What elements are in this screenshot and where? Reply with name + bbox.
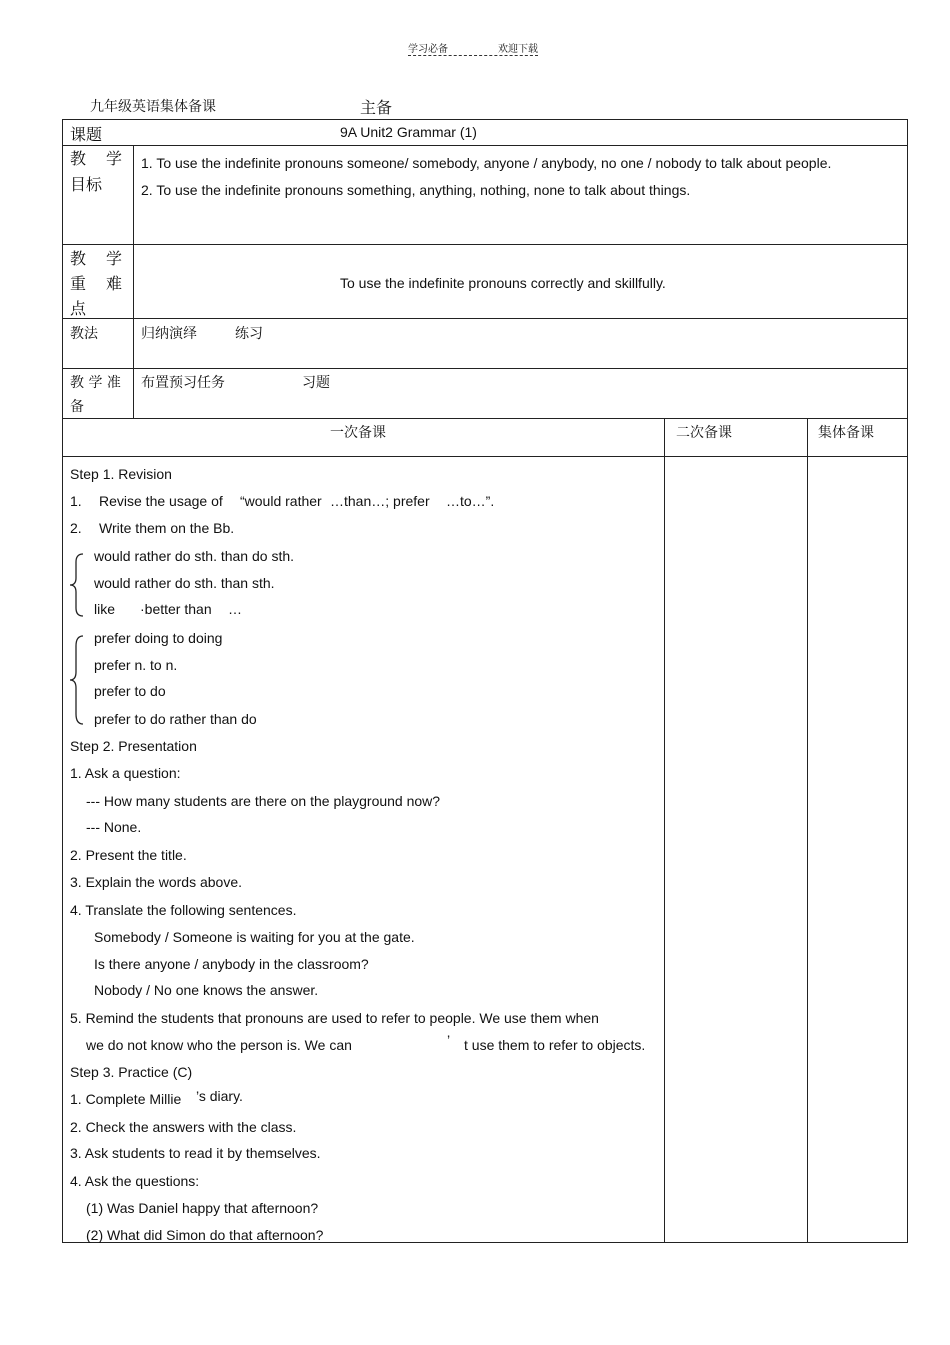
header-right: 欢迎下载: [498, 44, 538, 55]
goal-label-line1: 教 学: [70, 149, 125, 168]
method-value-2: 练习: [235, 326, 263, 342]
column-header-first: 一次备课: [330, 425, 386, 441]
step2-question: --- How many students are there on the playground now?: [86, 793, 441, 809]
topic-label: 课题: [70, 125, 103, 144]
method-value-1: 归纳演绎: [141, 326, 197, 342]
step2-item5-line2-a: we do not know who the person is. We can: [86, 1037, 352, 1053]
group1-line3-c: …: [228, 601, 242, 617]
step1-item1-phrase: “would rather: [240, 493, 322, 509]
method-label: 教法: [70, 326, 98, 342]
step2-item4: 4. Translate the following sentences.: [70, 902, 297, 918]
key-label-line1: 教 学: [70, 249, 125, 268]
step1-item1-text: Revise the usage of: [99, 493, 223, 509]
translate-sentence-2: Is there anyone / anybody in the classroom?: [94, 956, 369, 972]
step2-item5-line2-c: t use them to refer to objects.: [464, 1037, 646, 1053]
step2-item5-line2-b: ’: [447, 1032, 451, 1048]
group1-line1: would rather do sth. than do sth.: [94, 548, 295, 564]
translate-sentence-3: Nobody / No one knows the answer.: [94, 982, 319, 998]
group1-line2: would rather do sth. than sth.: [94, 575, 275, 591]
step1-item2-text: Write them on the Bb.: [99, 520, 235, 536]
column-header-second: 二次备课: [676, 425, 732, 441]
step2-item1: 1. Ask a question:: [70, 765, 181, 781]
prep-label-line1: 教 学 准: [70, 375, 121, 391]
step1-item2-num: 2.: [70, 520, 82, 536]
column-header-third: 集体备课: [818, 425, 874, 441]
step2-item2: 2. Present the title.: [70, 847, 187, 863]
goal-label-line2: 目标: [70, 175, 103, 194]
doc-title-lead: 主备: [360, 98, 393, 117]
goal-1: 1. To use the indefinite pronouns someone/ somebody, anyone / anybody, no one / nobody to talk about people.: [141, 155, 832, 171]
group2-line4: prefer to do rather than do: [94, 711, 257, 727]
goal-2: 2. To use the indefinite pronouns something, anything, nothing, none to talk about things.: [141, 182, 691, 198]
step3-item1-b: ’s diary.: [196, 1088, 243, 1104]
header-divider: [408, 55, 538, 56]
step1-item1-phrase-3: …to…”.: [446, 493, 495, 509]
step1-heading: Step 1. Revision: [70, 466, 172, 482]
step3-item2: 2. Check the answers with the class.: [70, 1119, 297, 1135]
step2-heading: Step 2. Presentation: [70, 738, 197, 754]
step2-item5-line1: 5. Remind the students that pronouns are used to refer to people. We use them when: [70, 1010, 599, 1026]
key-label-line3: 点: [70, 299, 87, 318]
step3-item4: 4. Ask the questions:: [70, 1173, 200, 1189]
question-2: (2) What did Simon do that afternoon?: [86, 1227, 324, 1243]
step2-item3: 3. Explain the words above.: [70, 874, 242, 890]
topic-value: 9A Unit2 Grammar (1): [340, 124, 477, 140]
prep-value-2: 习题: [302, 375, 330, 391]
translate-sentence-1: Somebody / Someone is waiting for you at the gate.: [94, 929, 415, 945]
step1-item1-phrase-2: …than…; prefer: [330, 493, 430, 509]
prep-value-1: 布置预习任务: [141, 375, 225, 391]
key-label-line2: 重 难: [70, 274, 125, 293]
group1-line3-b: ·better than: [140, 601, 212, 617]
step2-answer: --- None.: [86, 819, 142, 835]
group2-line3: prefer to do: [94, 683, 166, 699]
doc-title: 九年级英语集体备课: [90, 99, 216, 115]
question-1: (1) Was Daniel happy that afternoon?: [86, 1200, 319, 1216]
group2-line1: prefer doing to doing: [94, 630, 223, 646]
key-value: To use the indefinite pronouns correctly and skillfully.: [340, 275, 666, 291]
group2-line2: prefer n. to n.: [94, 657, 178, 673]
step3-heading: Step 3. Practice (C): [70, 1064, 193, 1080]
step1-item1-num: 1.: [70, 493, 82, 509]
header-left: 学习必备: [408, 44, 448, 55]
brace-icon: [68, 552, 88, 618]
step3-item3: 3. Ask students to read it by themselves.: [70, 1145, 321, 1161]
brace-icon: [68, 634, 88, 726]
prep-label-line2: 备: [70, 399, 84, 415]
step3-item1-a: 1. Complete Millie: [70, 1091, 182, 1107]
group1-line3-a: like: [94, 601, 116, 617]
